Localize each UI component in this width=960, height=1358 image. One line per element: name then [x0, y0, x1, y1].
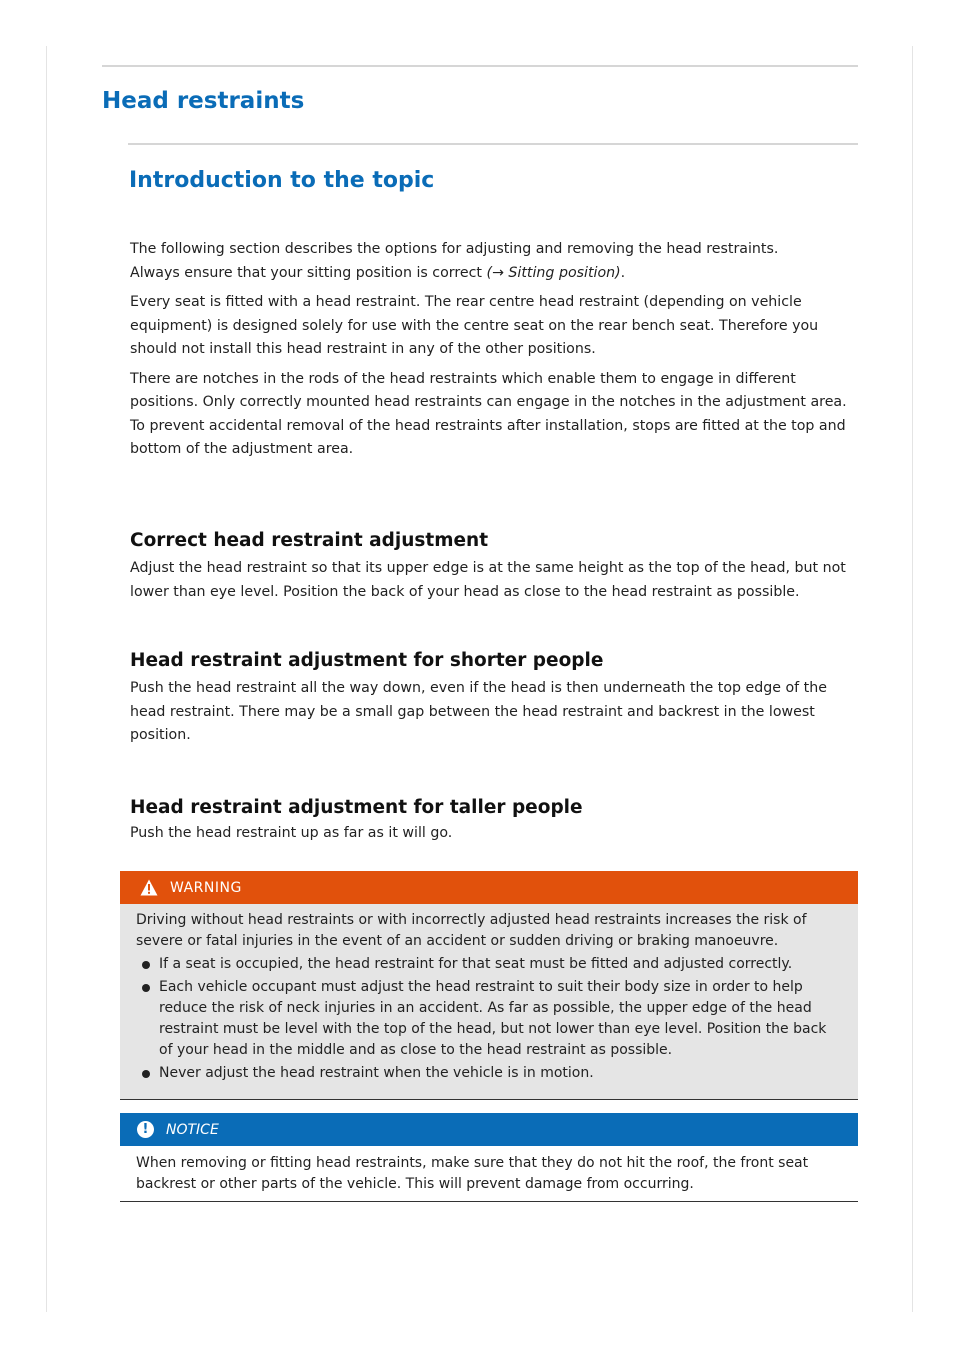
section-title: Introduction to the topic — [129, 168, 435, 193]
intro-paragraph-1 — [130, 238, 860, 285]
warning-label: WARNING — [170, 879, 242, 896]
page-border-left — [46, 46, 47, 1312]
section-shorter-people — [130, 650, 860, 748]
section-heading: Correct head restraint adjustment — [130, 530, 489, 551]
section-correct-adjustment — [130, 530, 860, 604]
page-border-right — [912, 46, 913, 1312]
warning-text: Driving without head restraints or with incorrectly adjusted head restraints increases the risk of severe or fatal injuries in the event of an accident or sudden driving or braking manoeuvre. — [136, 912, 807, 949]
intro-line-2-suffix: . — [620, 264, 626, 281]
warning-bullet: If a seat is occupied, the head restraint for that seat must be fitted and adjusted correctly. — [142, 954, 844, 975]
intro-paragraph-2: Every seat is fitted with a head restraint. The rear centre head restraint (depending on vehicle equipment) is designed solely for use with the centre seat on the rear bench seat. Therefore you should not install this head restraint in any of the other positions. — [130, 294, 819, 357]
warning-body — [120, 904, 858, 1100]
intro-block — [130, 238, 860, 462]
warning-triangle-icon — [140, 879, 158, 896]
notice-body — [120, 1146, 858, 1202]
section-heading: Head restraint adjustment for shorter people — [130, 650, 604, 671]
page-title: Head restraints — [102, 88, 305, 114]
section-divider — [128, 143, 858, 145]
sitting-position-link[interactable]: (→ Sitting position) — [486, 264, 621, 281]
exclamation-circle-icon: ! — [137, 1121, 154, 1138]
section-text: Push the head restraint up as far as it will go. — [130, 825, 453, 841]
section-heading: Head restraint adjustment for taller people — [130, 797, 583, 818]
intro-line-1: The following section describes the options for adjusting and removing the head restraints. — [130, 241, 779, 257]
section-taller-people — [130, 797, 860, 846]
warning-list — [136, 954, 844, 1084]
warning-bullet: Never adjust the head restraint when the vehicle is in motion. — [142, 1063, 844, 1084]
notice-header — [120, 1113, 858, 1146]
notice-label: NOTICE — [166, 1121, 219, 1138]
intro-line-2-prefix: Always ensure that your sitting position is correct — [130, 264, 487, 281]
header-divider — [102, 65, 858, 67]
warning-bullet: Each vehicle occupant must adjust the head restraint to suit their body size in order to help reduce the risk of neck injuries in an accident. As far as possible, the upper edge of the head restraint must be level with the top of the head, but not lower than eye level. Position the back of your head in the middle and as close to the head restraint as possible. — [142, 977, 844, 1061]
intro-paragraph-3: There are notches in the rods of the head restraints which enable them to engage in different positions. Only correctly mounted head restraints can engage in the notches in the adjustment area. To prevent accidental removal of the head restraints after installation, stops are fitted at the top and bottom of the adjustment area. — [130, 370, 847, 457]
warning-header — [120, 871, 858, 904]
section-text: Adjust the head restraint so that its upper edge is at the same height as the top of the head, but not lower than eye level. Position the back of your head as close to the head restraint as possible. — [130, 560, 846, 600]
notice-text: When removing or fitting head restraints, make sure that they do not hit the roof, the front seat backrest or other parts of the vehicle. This will prevent damage from occurring. — [136, 1155, 809, 1192]
section-text: Push the head restraint all the way down, even if the head is then underneath the top edge of the head restraint. There may be a small gap between the head restraint and backrest in the lowest position. — [130, 680, 827, 743]
